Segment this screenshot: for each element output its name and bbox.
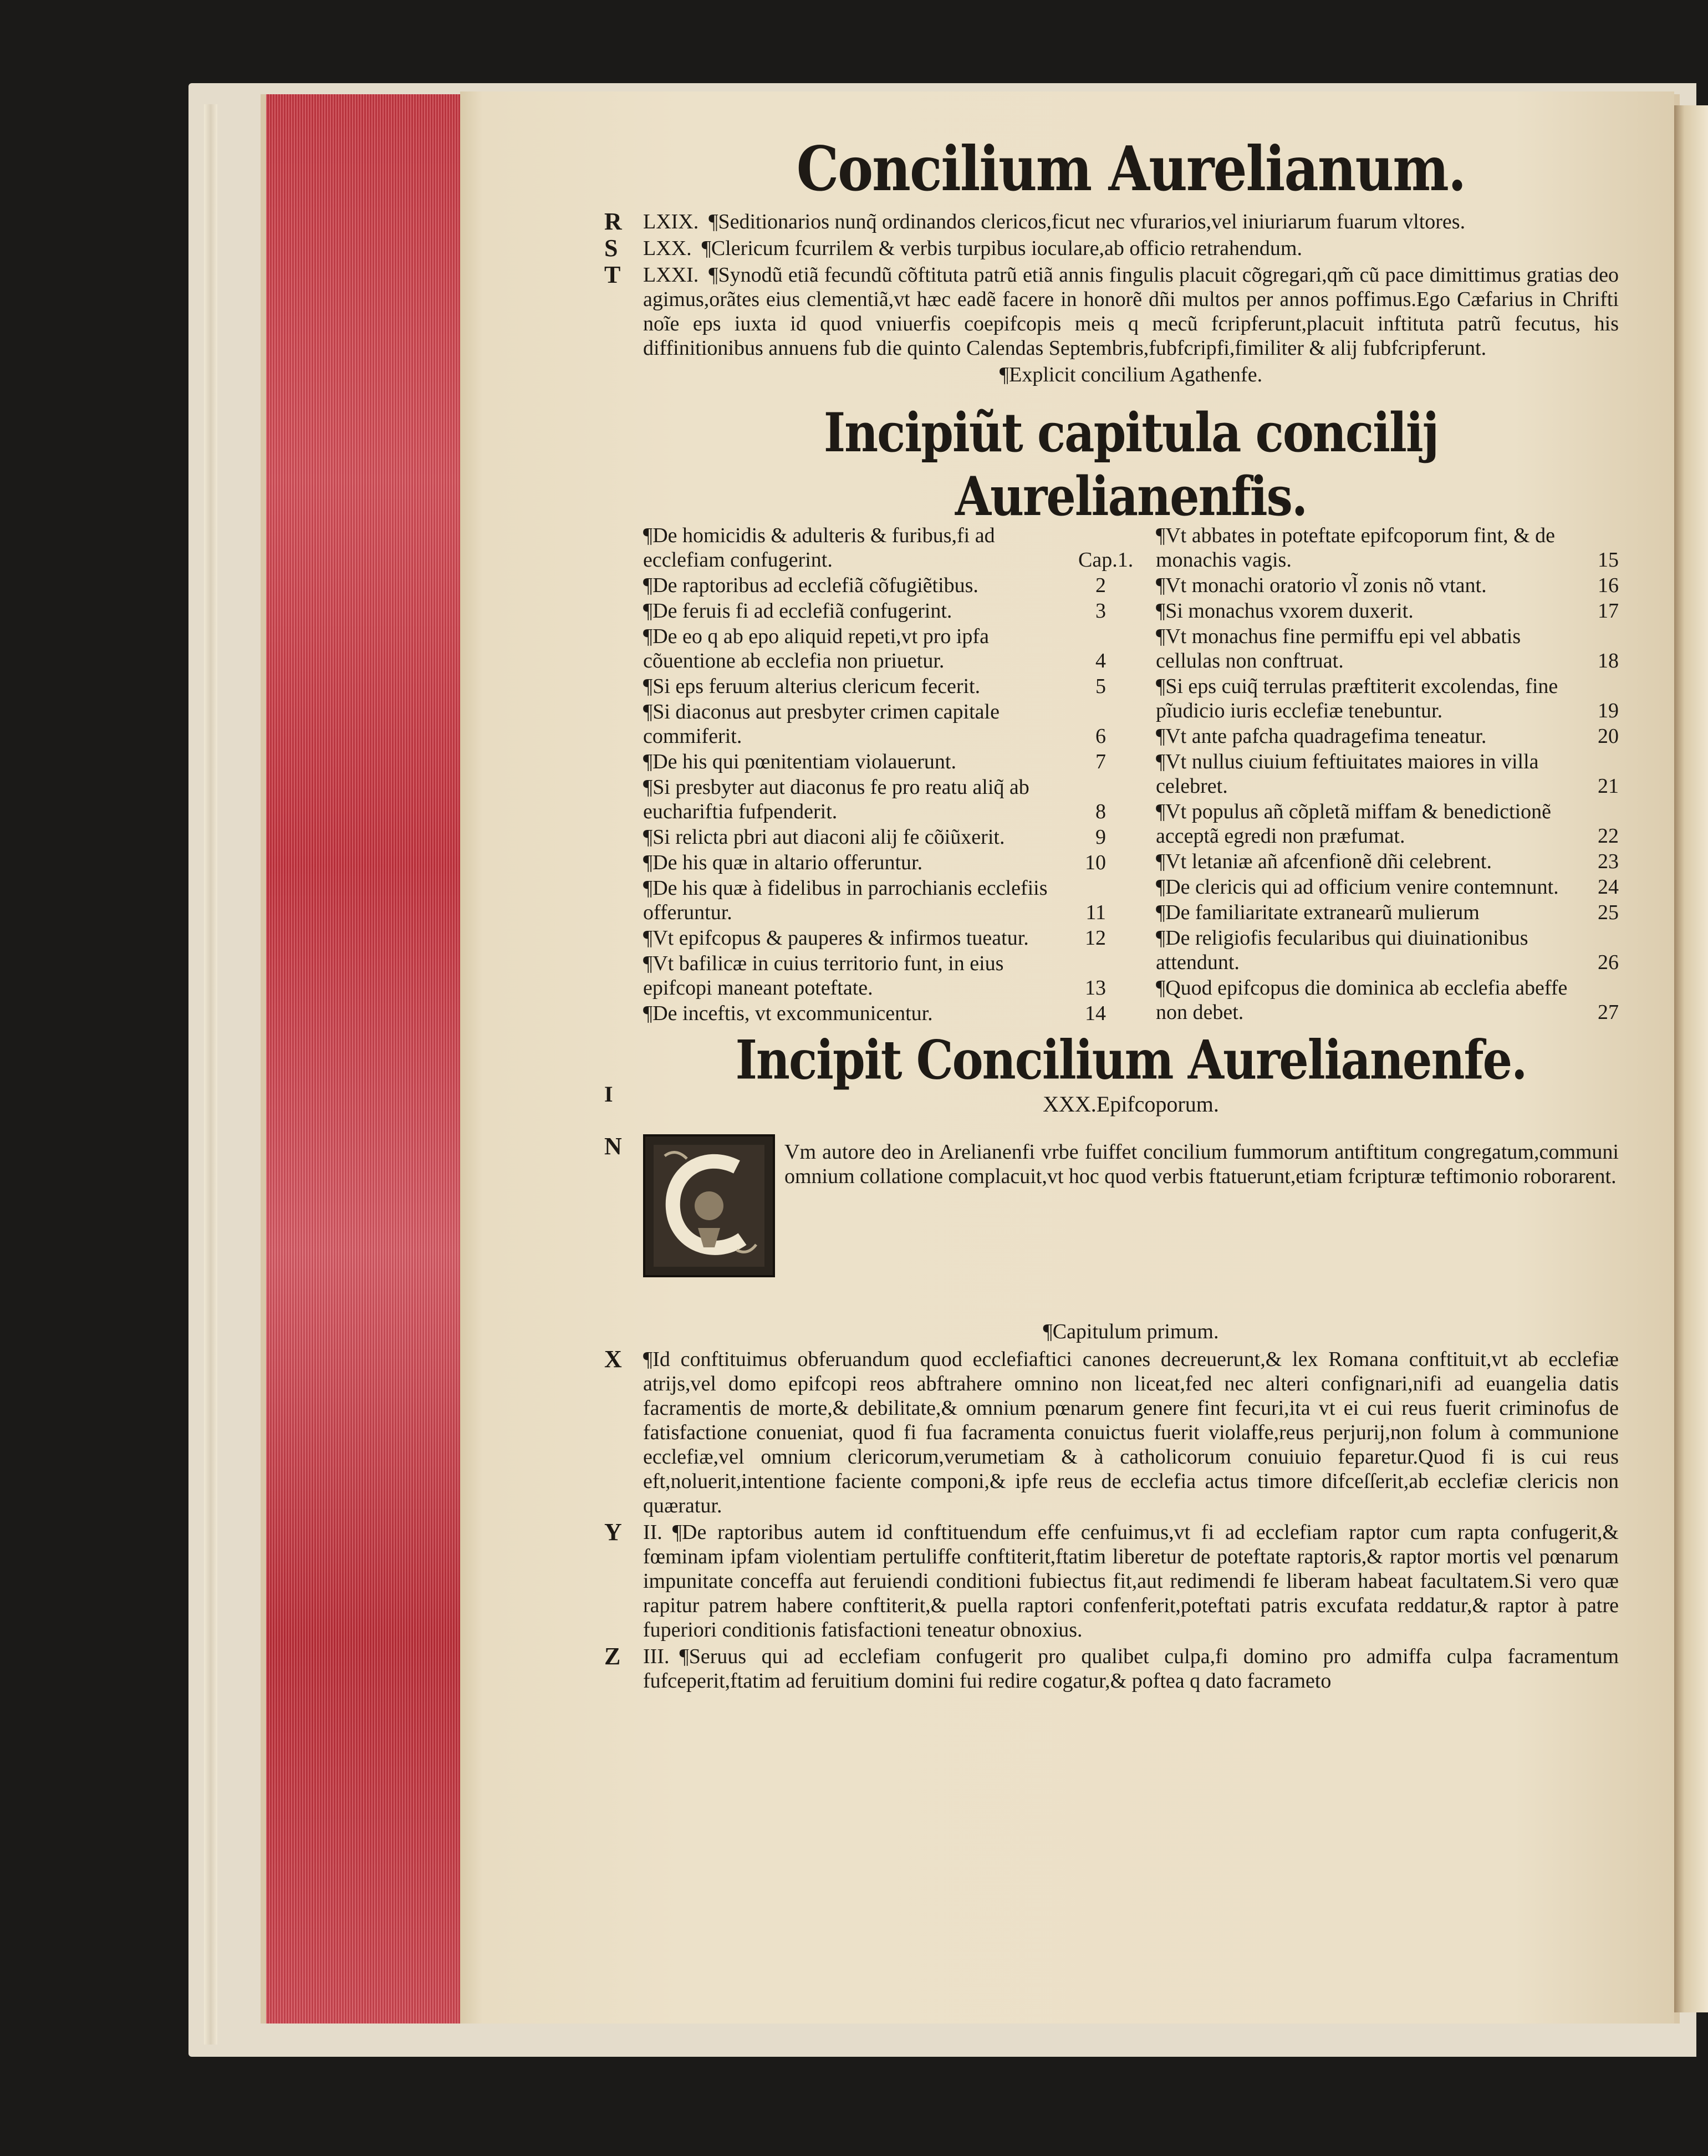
page-content: [604, 132, 1619, 1695]
toc-entry-text: ¶Vt monachus fine permiffu epi vel abbatis cellulas non conftruat.: [1156, 625, 1521, 672]
toc-entry: [643, 750, 1106, 774]
canon-text: ¶Seditionarios nunq̃ ordinandos clericos,ficut nec vfurarios,vel iniuriarum fuarum vltores.: [708, 210, 1466, 233]
toc-right-column: [1156, 523, 1619, 1027]
toc-entry-text: ¶De his quæ in altario offeruntur.: [643, 851, 923, 874]
toc-entry-number: 10: [1085, 851, 1106, 874]
toc-entry: [643, 523, 1134, 572]
toc-entry: [643, 850, 1106, 875]
subheading: XXX.Epifcoporum.: [1043, 1092, 1219, 1117]
toc-entry-number: 25: [1598, 901, 1619, 924]
canon-paragraph: [604, 235, 1619, 262]
toc-entry-number: 24: [1598, 875, 1619, 899]
canons-bottom: [604, 1345, 1619, 1693]
toc-entry-number: 14: [1085, 1002, 1106, 1025]
margin-letter: T: [604, 261, 621, 288]
toc-entry: [1156, 599, 1619, 623]
toc-entry: [1156, 849, 1619, 874]
toc-entry-number: 6: [1095, 725, 1106, 748]
toc-entry: [643, 876, 1106, 925]
canon-text: ¶Id conftituimus obferuandum quod ecclefiaftici canones decreuerunt,& lex Romana conftituit,vt ab ecclefiæ atrijs,vel domo epifcopi reos abftrahere omnino non liceat,fed nec alteri confignari,nifi ad euangelia datis facramentis de morte,& debilitate,& omnium pœnarum genere fint fecuri,ita vt ei cui reus fuerit criminofus de fatisfactione conueniat, quod fi fua facramenta conuictus fuerit violaffe,reus perjurij,non folum à communione ecclefiæ,vel omnium clericorum,verumetiam & à catholicorum conuiuio feparetur.Quod fi is cui reus eft,noluerit,intentione faciente componi,& ipfe reus de ecclefia actus timore difceſſerit,ab ecclefiæ clericis non quæratur.: [643, 1348, 1619, 1517]
toc-entry-number: 9: [1095, 825, 1106, 849]
toc-entry-text: ¶Vt abbates in poteftate epifcoporum fint, & de monachis vagis.: [1156, 524, 1555, 572]
canon-text: ¶Synodũ etiã fecundũ cõftituta patrũ etiã annis fingulis placuit cõgregari,qm̃ cũ pace dimittimus gratias deo agimus,orãtes eius clementiã,vt hæc eadẽ facere in honorẽ dñi multos per annos poffimus.Ego Cæfarius in Chrifti noĩe eps iuxta id quod vniuerfis coepifcopis meis q mecũ fcripferunt,placuit inftituta patrũ fecutus, his diffinitionibus annuens fub die quinto Calendas Septembris,fubfcripfi,fimiliter & alij fubfcripferunt.: [643, 263, 1619, 360]
canon-numeral: II.: [643, 1521, 662, 1544]
chapter-heading: ¶Capitulum primum.: [1043, 1320, 1219, 1343]
toc-entry-text: ¶Vt populus añ cõpletã miffam & benedictionẽ acceptã egredi non præfumat.: [1156, 800, 1552, 848]
toc-entry-number: Cap.1.: [1078, 548, 1134, 572]
decorated-initial-c: [643, 1134, 775, 1277]
toc-entry: [1156, 724, 1619, 748]
toc-entry-number: 22: [1598, 824, 1619, 848]
toc-entry-number: 3: [1095, 599, 1106, 623]
facing-page-edge: [1674, 105, 1708, 2012]
toc-entry-text: ¶De feruis fi ad ecclefiã confugerint.: [643, 599, 952, 623]
margin-letter: R: [604, 208, 622, 235]
incipit-capitula-heading: Incipiũt capitula concilij Aurelianenfis.: [823, 401, 1439, 528]
margin-mark: I: [604, 1082, 613, 1107]
toc-entry: [1156, 976, 1619, 1025]
toc-entry: [643, 775, 1106, 824]
margin-letter: S: [604, 235, 618, 262]
canon-numeral: LXIX.: [643, 210, 699, 233]
toc-entry-text: ¶Si eps feruum alterius clericum fecerit.: [643, 675, 981, 698]
canon-paragraph: [604, 261, 1619, 360]
toc-left-column: [643, 523, 1134, 1027]
toc-entry-number: 16: [1598, 574, 1619, 597]
toc-entry: [1156, 523, 1619, 572]
toc-entry-number: 4: [1095, 649, 1106, 672]
canon-paragraph: [604, 208, 1619, 235]
toc-entry-number: 12: [1085, 926, 1106, 950]
toc-entry-number: 17: [1598, 599, 1619, 623]
canon-numeral: LXX.: [643, 237, 692, 260]
toc-entry-text: ¶De inceftis, vt excommunicentur.: [643, 1002, 933, 1025]
toc-entry-number: 8: [1095, 800, 1106, 823]
toc-entry-number: 13: [1085, 976, 1106, 1000]
toc-entry-text: ¶Si presbyter aut diaconus fe pro reatu aliq̃ ab euchariftia fufpenderit.: [643, 776, 1029, 823]
toc-entry: [643, 599, 1106, 623]
toc-entry-number: 21: [1598, 774, 1619, 798]
opening-text: Vm autore deo in Arelianenfi vrbe fuiffet concilium fummorum antiftitum congregatum,communi omnium collatione complacuit,vt hoc quod verbis ftatuerunt,etiam fcripturæ teftimonio roborarent.: [784, 1140, 1619, 1188]
toc-entry: [643, 951, 1106, 1000]
toc-entry-text: ¶De his qui pœnitentiam violauerunt.: [643, 750, 956, 773]
toc-entry-number: 26: [1598, 951, 1619, 974]
toc-entry: [643, 573, 1106, 598]
canon-numeral: LXXI.: [643, 263, 699, 287]
toc-entry-text: ¶Si relicta pbri aut diaconi alij fe cõiũxerit.: [643, 825, 1005, 849]
margin-letter: N: [604, 1133, 622, 1160]
toc-entry-text: ¶De eo q ab epo aliquid repeti,vt pro ipfa cõuentione ab ecclefia non priuetur.: [643, 625, 989, 672]
table-of-contents: [643, 523, 1619, 1027]
cover-fold: [204, 104, 217, 2045]
toc-entry-text: ¶Si monachus vxorem duxerit.: [1156, 599, 1414, 623]
canon-text: ¶De raptoribus autem id conftituendum effe cenfuimus,vt fi ad ecclefiam raptor cum rapta confugerit,& fœminam ipfam violentiam pertuliffe conftiterit,ftatim liberetur de poteftate raptoris,& raptor mortis vel pœnarum impunitate conceffa aut feruiendi conditioni fubiectus fit,aut redimendi fe liberam habeat facultatem.Si vero quæ rapitur patrem habere conftiterit,& puella raptori confenferit,poteftati patris excufata reddatur,& raptor à patre fuperiori conditionis fatisfactioni teneatur obnoxius.: [643, 1521, 1619, 1642]
toc-entry-text: ¶De raptoribus ad ecclefiã cõfugiẽtibus.: [643, 574, 978, 597]
toc-entry: [1156, 799, 1619, 848]
toc-entry-number: 2: [1095, 574, 1106, 597]
canon-paragraph: [604, 1518, 1619, 1642]
margin-letter: Y: [604, 1518, 622, 1546]
toc-entry-number: 23: [1598, 850, 1619, 873]
margin-letter: Z: [604, 1643, 621, 1670]
toc-entry-text: ¶Vt bafilicæ in cuius territorio funt, in eius epifcopi maneant poteftate.: [643, 952, 1004, 1000]
toc-entry-text: ¶Vt ante pafcha quadragefima teneatur.: [1156, 725, 1487, 748]
toc-entry-number: 11: [1085, 901, 1106, 924]
toc-entry-text: ¶Vt epifcopus & pauperes & infirmos tueatur.: [643, 926, 1029, 950]
canon-text: ¶Clericum fcurrilem & verbis turpibus ioculare,ab officio retrahendum.: [701, 237, 1302, 260]
toc-entry: [1156, 926, 1619, 975]
toc-entry-number: 5: [1095, 675, 1106, 698]
toc-entry-number: 27: [1598, 1001, 1619, 1024]
canons-top: [604, 208, 1619, 360]
canon-numeral: III.: [643, 1645, 670, 1668]
toc-entry-number: 7: [1095, 750, 1106, 773]
toc-entry-text: ¶De religiofis fecularibus qui diuinationibus attendunt.: [1156, 926, 1528, 974]
toc-entry: [643, 825, 1106, 849]
toc-entry: [1156, 750, 1619, 798]
opening-paragraph: [604, 1133, 1619, 1301]
toc-entry: [1156, 573, 1619, 598]
toc-entry: [643, 926, 1106, 950]
canon-paragraph: [604, 1643, 1619, 1693]
toc-entry: [643, 700, 1106, 748]
toc-entry: [643, 624, 1106, 673]
toc-entry-text: ¶De clericis qui ad officium venire contemnunt.: [1156, 875, 1559, 899]
toc-entry-number: 15: [1598, 548, 1619, 572]
toc-entry-text: ¶Si diaconus aut presbyter crimen capitale commiferit.: [643, 700, 1000, 748]
toc-entry: [1156, 624, 1619, 673]
toc-entry: [1156, 875, 1619, 899]
incipit-concilium-heading: Incipit Concilium Aurelianenfe.: [735, 1028, 1527, 1092]
toc-entry-text: ¶Vt letaniæ añ afcenfionẽ dñi celebrent.: [1156, 850, 1492, 873]
toc-entry-number: 20: [1598, 725, 1619, 748]
margin-letter: X: [604, 1345, 622, 1373]
toc-entry-text: ¶Quod epifcopus die dominica ab ecclefia abeffe non debet.: [1156, 976, 1568, 1024]
toc-entry-text: ¶De familiaritate extranearũ mulierum: [1156, 901, 1480, 924]
toc-entry-text: ¶Vt nullus ciuium feftiuitates maiores in villa celebret.: [1156, 750, 1539, 798]
canon-text: ¶Seruus qui ad ecclefiam confugerit pro qualibet culpa,fi domino pro admiffa culpa facramentum fufceperit,ftatim ad feruitium domini fui redire cogatur,& poftea q dato facrameto: [643, 1645, 1619, 1693]
toc-entry-text: ¶De his quæ à fidelibus in parrochianis ecclefiis offeruntur.: [643, 876, 1048, 924]
toc-entry: [643, 674, 1106, 699]
explicit-line: ¶Explicit concilium Agathenfe.: [999, 363, 1263, 386]
canon-paragraph: [604, 1345, 1619, 1518]
toc-entry: [643, 1001, 1106, 1026]
initial-c-icon: [654, 1145, 764, 1267]
toc-entry-text: ¶Si eps cuiq̃ terrulas præftiterit excolendas, fine pĩudicio iuris ecclefiæ tenebuntur.: [1156, 675, 1558, 722]
toc-entry-number: 19: [1598, 699, 1619, 722]
red-edge-pages: [266, 94, 462, 2024]
toc-entry-text: ¶Vt monachi oratorio vl̃ zonis nõ vtant.: [1156, 574, 1487, 597]
toc-entry: [1156, 900, 1619, 925]
toc-entry-number: 18: [1598, 649, 1619, 672]
toc-entry-text: ¶De homicidis & adulteris & furibus,fi ad ecclefiam confugerint.: [643, 524, 995, 572]
running-head: Concilium Aurelianum.: [796, 132, 1466, 205]
toc-entry: [1156, 674, 1619, 723]
